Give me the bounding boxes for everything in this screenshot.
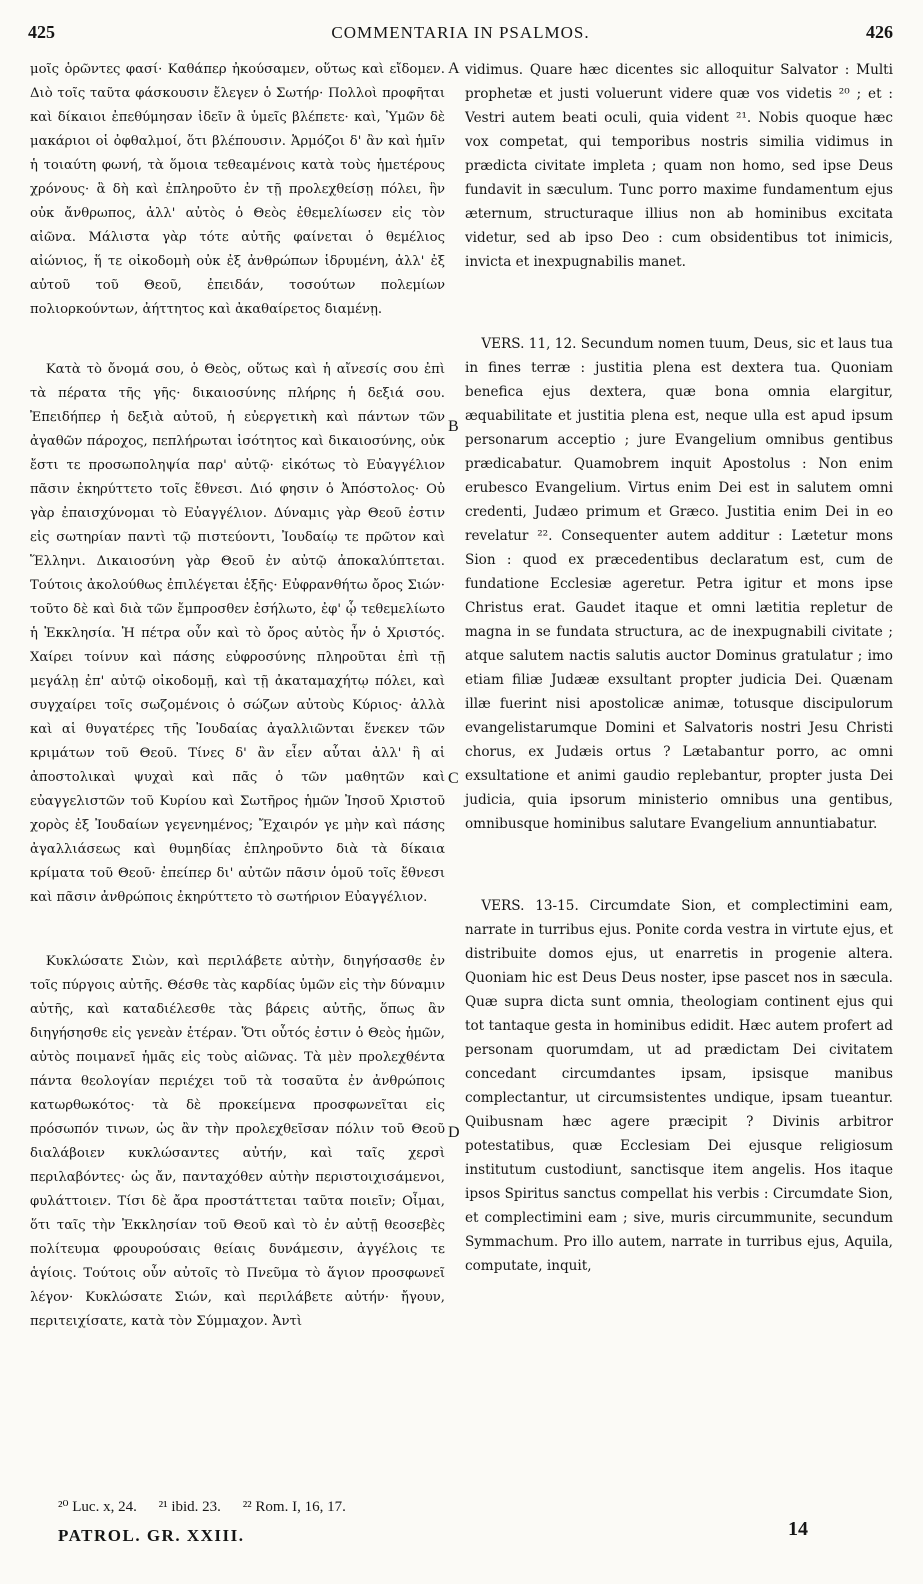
footnote-21: ²¹ ibid. 23. [158,1499,221,1515]
left-page-number: 425 [28,22,55,42]
page-header [28,22,893,50]
latin-paragraph-1: vidimus. Quare hæc dicentes sic alloquitur Salvator : Multi prophetæ et justi voluerunt videre quæ vos videtis ²⁰ ; et : Vestri autem beati oculi, quia vident ²¹. Nobis quoque hæc vox competat, qui temporibus nostris similia vidimus in prædicta civitate impleta ; quam non homo, sed ipse Deus fundavit in sæculum. Tunc porro maxime fundamentum ejus æternum, structuraque illius non ab hominibus excitata videtur, sed ab ipso Deo : cum obsidentibus tot inimicis, invicta et inexpugnabilis manet. [465,62,893,270]
margin-marker-c: C [448,770,459,787]
footnote-22: ²² Rom. I, 16, 17. [242,1499,346,1515]
running-title: COMMENTARIA IN PSALMOS. [331,23,590,42]
right-page-number: 426 [865,22,893,42]
footnotes [58,1497,364,1516]
latin-column [465,58,893,1278]
greek-paragraph-1: μοῖς ὁρῶντες φασί· Καθάπερ ἠκούσαμεν, οὕτως καὶ εἴδομεν. Διὸ τοῖς ταῦτα φάσκουσιν ἔλεγεν ὁ Σωτήρ· Πολλοὶ προφῆται καὶ δίκαιοι ἐπεθύμησαν ἰδεῖν ἃ ὑμεῖς βλέπετε· καὶ, Ὑμῶν δὲ μακάριοι οἱ ὀφθαλμοί, ὅτι βλέπουσιν. Ἁρμόζοι δ' ἂν καὶ ἡμῖν ἡ τοιαύτη φωνή, τὰ ὅμοια τεθεαμένοις κατὰ τοὺς ἡμετέρους χρόνους· ἃ δὴ καὶ ἐπληροῦτο ἐν τῇ προλεχθείσῃ πόλει, ἣν οὐκ ἄνθρωπος, ἀλλ' αὐτὸς ὁ Θεὸς ἐθεμελίωσεν εἰς τὸν αἰῶνα. Μάλιστα γὰρ τότε αὐτῆς φαίνεται ὁ θεμέλιος αἰώνιος, ἥ τε οἰκοδομὴ οὐκ ἐξ ἀνθρώπων ἱδρυμένη, ἀλλ' ἐξ αὐτοῦ τοῦ Θεοῦ, ἐπειδάν, τοσούτων πολεμίων πολιορκούντων, ἀήττητος καὶ ἀκαθαίρετος διαμένῃ. [30,62,445,317]
greek-paragraph-3: Κυκλώσατε Σιὼν, καὶ περιλάβετε αὐτὴν, διηγήσασθε ἐν τοῖς πύργοις αὐτῆς. Θέσθε τὰς καρδίας ὑμῶν εἰς τὴν δύναμιν αὐτῆς, καὶ καταδιέλεσθε τὰς βάρεις αὐτῆς, ὅπως ἂν διηγήσησθε εἰς γενεὰν ἑτέραν. Ὅτι οὗτός ἐστιν ὁ Θεὸς ἡμῶν, αὐτὸς ποιμανεῖ ἡμᾶς εἰς τοὺς αἰῶνας. Τὰ μὲν προλεχθέντα πάντα θεολογίαν περιέχει τοῦ τὰ τοσαῦτα ἐν ἀνθρώποις κατωρθωκότος· τὰ δὲ προκείμενα προσφωνεῖται εἰς πρόσωπόν τινων, ὡς ἂν τὴν προλεχθεῖσαν πόλιν τοῦ Θεοῦ διαλάβοιεν κυκλώσαντες αὐτήν, καὶ ταῖς χερσὶ περιλαβόντες· ὡς ἄν, πανταχόθεν αὐτὴν περιστοιχισάμενοι, φυλάττοιεν. Τίσι δὲ ἄρα προστάττεται ταῦτα ποιεῖν; Οἶμαι, ὅτι ταῖς τὴν Ἐκκλησίαν τοῦ Θεοῦ καὶ τὸ ἐν αὐτῇ θεοσεβὲς πολίτευμα φρουρούσαις θείαις δυνάμεσιν, ἀγγέλοις τε ἁγίοις. Τούτοις οὖν αὐτοῖς τὸ Πνεῦμα τὸ ἅγιον προσφωνεῖ λέγον· Κυκλώσατε Σιών, καὶ περιλάβετε αὐτήν· ἤγουν, περιτειχίσατε, κατὰ τὸν Σύμμαχον. Ἀντὶ [30,954,445,1329]
latin-paragraph-3: VERS. 13-15. Circumdate Sion, et complectimini eam, narrate in turribus ejus. Ponite corda vestra in virtute ejus, et distribuite domos ejus, ut enarretis in progenie altera. Quoniam hic est Deus Deus noster, ipse pascet nos in sæcula. Quæ supra dicta sunt omnia, theologiam continent ejus qui tot tantaque gesta in hominibus edidit. Hæc autem profert ad personam quorumdam, ut ad prædictam Dei civitatem concedant circumdantes ipsam, ipsisque manibus complectantur, ut circumsistentes undique, ipsam tueantur. Quibusnam hæc agere præcipit ? Divinis arbitror potestatibus, quæ Ecclesiam Dei ejusque religiosum institutum custodiunt, sanctisque item angelis. Hos itaque ipsos Spiritus sanctus compellat his verbis : Circumdate Sion, et complectimini eam ; sive, muris circummunite, secundum Symmachum. Pro illo autem, narrate in turribus ejus, Aquila, computate, inquit, [465,898,893,1274]
series-footer: PATROL. GR. XXIII. [58,1526,245,1545]
footnote-20: ²⁰ Luc. x, 24. [58,1499,137,1515]
margin-marker-d: D [448,1124,460,1141]
greek-paragraph-2: Κατὰ τὸ ὄνομά σου, ὁ Θεὸς, οὕτως καὶ ἡ αἴνεσίς σου ἐπὶ τὰ πέρατα τῆς γῆς· δικαιοσύνης πλήρης ἡ δεξιά σου. Ἐπειδήπερ ἡ δεξιὰ αὐτοῦ, ἡ εὐεργετικὴ καὶ πάντων τῶν ἀγαθῶν πάροχος, πεπλήρωται ἰσότητος καὶ δικαιοσύνης, οὐκ ἔστι τε προσωποληψία παρ' αὐτῷ· εἰκότως τὸ Εὐαγγέλιον πᾶσιν ἐκηρύττετο τοῖς ἔθνεσι. Διό φησιν ὁ Ἀπόστολος· Οὐ γὰρ ἐπαισχύνομαι τὸ Εὐαγγέλιον. Δύναμις γὰρ Θεοῦ ἐστιν εἰς σωτηρίαν παντὶ τῷ πιστεύοντι, Ἰουδαίῳ τε πρῶτον καὶ Ἕλληνι. Δικαιοσύνη γὰρ Θεοῦ ἐν αὐτῷ ἀποκαλύπτεται. Τούτοις ἀκολούθως ἐπιλέγεται ἑξῆς· Εὐφρανθήτω ὄρος Σιών· τοῦτο δὲ καὶ διὰ τῶν ἔμπροσθεν ἐσήλωτο, ἐφ' ᾧ τεθεμελίωτο ἡ Ἐκκλησία. Ἡ πέτρα οὖν καὶ τὸ ὄρος αὐτὸς ἦν ὁ Χριστός. Χαίρει τοίνυν καὶ πάσης εὐφροσύνης πληροῦται ἐπὶ τῇ μεγάλῃ ἐπ' αὐτῷ οἰκοδομῇ, καὶ τῇ ἀκαταμαχήτῳ πόλει, καὶ συγχαίρει τοῖς σωζομένοις ὁ σώζων αὐτοὺς Κύριος· ἀλλὰ καὶ αἱ θυγατέρες τῆς Ἰουδαίας ἀγαλλιῶνται ἕνεκεν τῶν κριμάτων τοῦ Θεοῦ. Τίνες δ' ἂν εἶεν αὗται ἀλλ' ἢ αἱ ἀποστολικαὶ ψυχαὶ καὶ πᾶς ὁ τῶν μαθητῶν καὶ εὐαγγελιστῶν τοῦ Κυρίου καὶ Σωτῆρος ἡμῶν Ἰησοῦ Χριστοῦ χορὸς ἐξ Ἰουδαίων γεγενημένος; Ἔχαιρόν γε μὴν καὶ πάσης ἀγαλλιάσεως καὶ θυμηδίας ἐπληροῦντο διὰ τὰ δίκαια κρίματα τοῦ Θεοῦ· ἐπείπερ δι' αὐτῶν πᾶσιν ὁμοῦ τοῖς ἔθνεσι καὶ πᾶσιν ἀνθρώποις ἐκηρύττετο τὸ σωτήριον Εὐαγγέλιον. [30,362,445,905]
margin-marker-a: A [448,60,460,77]
latin-paragraph-2: VERS. 11, 12. Secundum nomen tuum, Deus, sic et laus tua in fines terræ : justitia plena est dextera tua. Quoniam benefica ejus dextera, quæ bona omnia elargitur, æquabilitate et justitia plena est, neque ulla est apud ipsum personarum acceptio ; jure Evangelium omnibus gentibus prædicabatur. Quamobrem inquit Apostolus : Non enim erubesco Evangelium. Virtus enim Dei est in salutem omni credenti, Judæo primum et Græco. Justitia enim Dei in eo revelatur ²². Consequenter autem additur : Lætetur mons Sion : quod ex præcedentibus declaratum est, cum de fundatione Ecclesiæ ageretur. Petra igitur et mons ipse Christus erat. Gaudet itaque et omni lætitia repletur de magna in se fundata structura, ac de inexpugnabili civitate ; atque salutem nactis salutis auctor Dominus gratulatur ; imo etiam filiæ Judææ exsultant propter judicia Dei. Quænam illæ fuerint nisi apostolicæ animæ, totusque discipulorum evangelistarumque Domini et Salvatoris nostri Jesu Christi chorus, ex Judæis ortus ? Lætabantur porro, ac omni exsultatione et animi gaudio replebantur, propter justa Dei judicia, quia ipsorum ministerio omnibus una gentibus, omnibusque hominibus salutare Evangelium annuntiabatur. [465,336,893,832]
greek-column [30,58,445,1334]
signature-mark: 14 [788,1518,808,1540]
margin-marker-b: B [448,418,459,435]
